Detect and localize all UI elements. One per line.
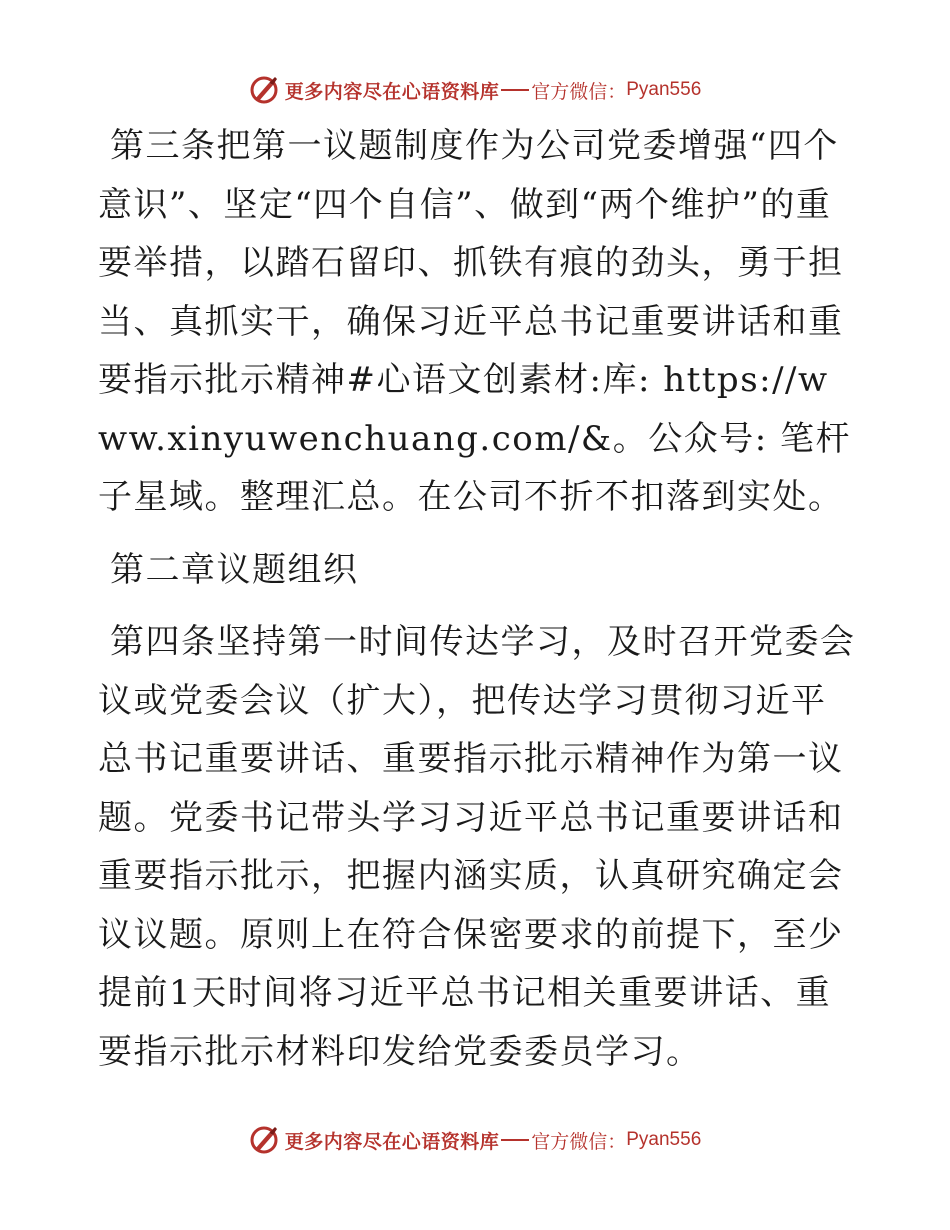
document-body: [98, 117, 858, 1081]
chapter-2-heading: [98, 541, 858, 600]
watermark-wechat-id: Pyan556: [626, 79, 702, 100]
brush-logo-icon: [249, 1125, 279, 1155]
watermark-dash: [501, 1139, 529, 1141]
article-4-paragraph: [98, 613, 858, 1081]
chapter-2-text: 第二章议题组织: [110, 549, 359, 590]
watermark-wechat-label: 官方微信：: [531, 80, 627, 103]
article-4-text: 第四条坚持第一时间传达学习，及时召开党委会议或党委会议（扩大），把传达学习贯彻习近平总书记重要讲话、重要指示批示精神作为第一议题。党委书记带头学习习近平总书记重要讲话和重要指示批示，把握内涵实质，认真研究确定会议议题。原则上在符合保密要求的前提下，至少提前1天时间将习近平总书记相关重要讲话、重要指示批示材料印发给党委委员学习。: [98, 622, 856, 1072]
brush-logo-icon: [249, 75, 279, 105]
article-3-text: 第三条把第一议题制度作为公司党委增强“四个意识”、坚定“四个自信”、做到“两个维护”的重要举措，以踏石留印、抓铁有痕的劲头，勇于担当、真抓实干，确保习近平总书记重要讲话和重要指示批示精神#心语文创素材:库: https://www.xinyuwenchuang.com/&。公众号: 笔杆子星域。整理汇总。在公司不折不扣落到实处。: [98, 126, 851, 517]
header-watermark: [0, 70, 950, 110]
watermark-wechat-id: Pyan556: [626, 1129, 702, 1150]
watermark-text: 更多内容尽在心语资料库: [284, 80, 500, 103]
watermark-text: 更多内容尽在心语资料库: [284, 1130, 500, 1153]
watermark-wechat-label: 官方微信：: [531, 1130, 627, 1153]
watermark-dash: [501, 89, 529, 91]
footer-watermark: [0, 1120, 950, 1160]
article-3-paragraph: [98, 117, 858, 527]
